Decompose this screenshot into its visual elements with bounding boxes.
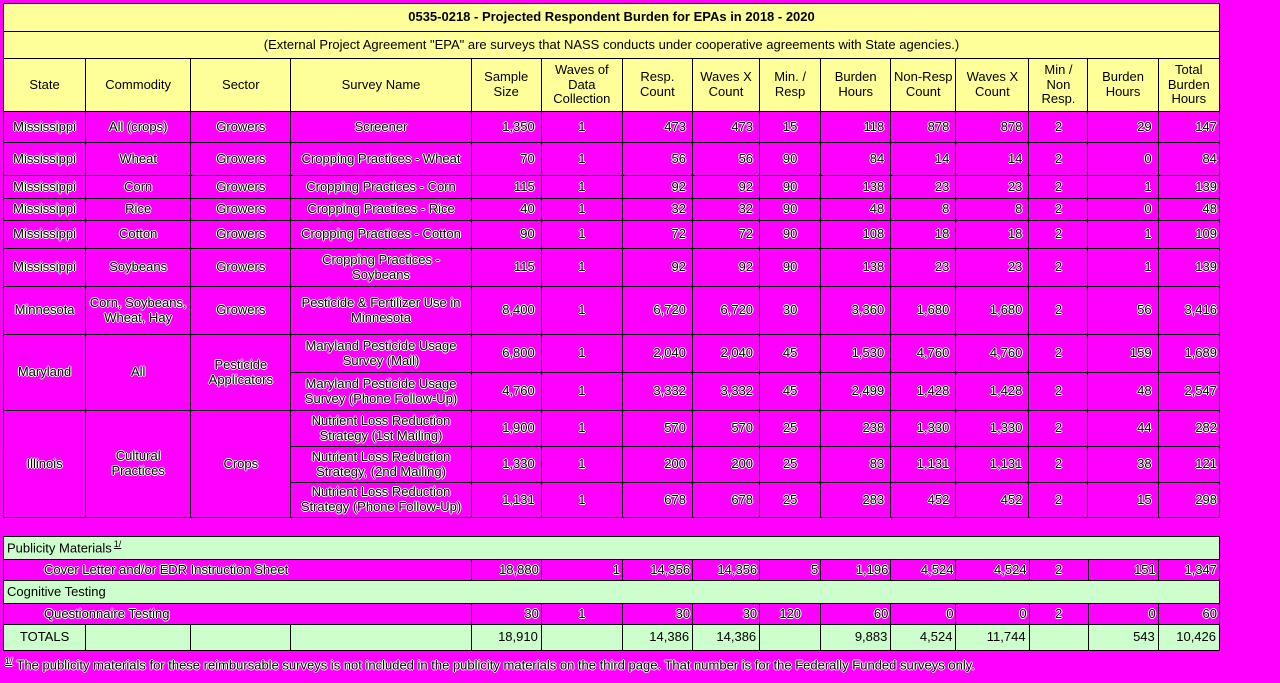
cell-value: 83 [821, 447, 891, 483]
cell-sector: Growers [191, 112, 291, 143]
publicity-materials-row [4, 537, 1220, 560]
cell-value: 543 [1088, 625, 1158, 651]
cell-value: 0 [956, 604, 1029, 625]
cell-sector: Growers [191, 143, 291, 176]
col-header-min-resp: Min. / Resp [760, 59, 821, 112]
cell-value: 14,386 [693, 625, 760, 651]
cell-value: 15 [760, 112, 821, 143]
cell-value: 1,347 [1158, 560, 1219, 581]
publicity-materials-label: Publicity Materials [7, 540, 112, 556]
cell-commodity: Cultural Practices [86, 411, 191, 518]
cell-value: 2 [1029, 604, 1088, 625]
cell-value: 48 [1088, 373, 1158, 411]
cell-value: 3,416 [1158, 287, 1219, 335]
cell-state: Mississippi [4, 221, 86, 249]
cell-value: 2 [1029, 221, 1088, 249]
cell-state: Mississippi [4, 143, 86, 176]
cell-value: 48 [1158, 199, 1219, 221]
cell-value: 23 [891, 176, 956, 199]
cell-value: 1,530 [821, 335, 891, 373]
cell-value: 30 [760, 287, 821, 335]
cell-survey-name: Screener [291, 112, 471, 143]
cell-value: 1 [541, 560, 622, 581]
cell-commodity: Soybeans [86, 249, 191, 287]
cell-value: 15 [1088, 483, 1158, 518]
cell-value: 38 [1088, 447, 1158, 483]
cell-commodity: All (crops) [86, 112, 191, 143]
table-row [4, 112, 1220, 143]
cell-survey-name: Cropping Practices - Rice [291, 199, 471, 221]
cell-sector: Pesticide Applicators [191, 335, 291, 411]
cell-value: 32 [622, 199, 692, 221]
cell-value: 1,330 [891, 411, 956, 447]
cell-value: 5 [760, 560, 821, 581]
cell-value: 23 [956, 249, 1029, 287]
cell-empty [191, 625, 291, 651]
cell-value: 138 [821, 176, 891, 199]
totals-label: TOTALS [4, 625, 86, 651]
cell-survey-name: Maryland Pesticide Usage Survey (Mail) [291, 335, 471, 373]
col-header-nonresp-count: Non-Resp Count [891, 59, 956, 112]
cell-value: 452 [956, 483, 1029, 518]
cell-value: 678 [622, 483, 692, 518]
cell-value: 72 [622, 221, 692, 249]
cell-value: 147 [1158, 112, 1219, 143]
page-title: 0535-0218 - Projected Respondent Burden for EPAs in 2018 - 2020 [4, 4, 1220, 32]
summary-table [3, 536, 1220, 651]
cell-value: 32 [692, 199, 759, 221]
cell-state: Mississippi [4, 249, 86, 287]
cell-commodity: All [86, 335, 191, 411]
cover-letter-row [4, 560, 1220, 581]
cell-sector: Crops [191, 411, 291, 518]
cell-value: 29 [1088, 112, 1158, 143]
cell-value: 2 [1029, 199, 1088, 221]
cell-value: 45 [760, 335, 821, 373]
cell-state: Minnesota [4, 287, 86, 335]
cell-value: 151 [1088, 560, 1158, 581]
cell-value: 0 [1088, 199, 1158, 221]
col-header-waves-x-count: Waves X Count [692, 59, 759, 112]
cell-value: 84 [821, 143, 891, 176]
cell-value: 139 [1158, 249, 1219, 287]
footnote-mark: 1/ [113, 539, 122, 550]
cell-value: 2 [1029, 411, 1088, 447]
cell-value: 14,386 [622, 625, 692, 651]
questionnaire-testing-label: Questionnaire Testing [4, 604, 472, 625]
cell-value: 45 [760, 373, 821, 411]
cell-value: 92 [692, 249, 759, 287]
cell-value: 473 [692, 112, 759, 143]
cell-value: 1 [1088, 221, 1158, 249]
cell-empty [1029, 625, 1088, 651]
cell-value: 25 [760, 447, 821, 483]
cell-value: 8 [891, 199, 956, 221]
cell-value: 18 [956, 221, 1029, 249]
cell-value: 1 [541, 143, 622, 176]
cell-value: 72 [692, 221, 759, 249]
subtitle-row [4, 32, 1220, 59]
cell-value: 121 [1158, 447, 1219, 483]
cell-value: 200 [622, 447, 692, 483]
cell-value: 878 [956, 112, 1029, 143]
footnote-mark: 1/ [5, 656, 13, 666]
cell-value: 283 [821, 483, 891, 518]
cell-value: 84 [1158, 143, 1219, 176]
title-row [4, 4, 1220, 32]
cell-value: 115 [471, 249, 541, 287]
col-header-burden-hours: Burden Hours [821, 59, 891, 112]
cell-value: 92 [692, 176, 759, 199]
cell-value: 159 [1088, 335, 1158, 373]
cell-value: 118 [821, 112, 891, 143]
cell-value: 2,547 [1158, 373, 1219, 411]
cell-survey-name: Nutrient Loss Reduction Strategy, (2nd Mailing) [291, 447, 471, 483]
cell-value: 4,524 [956, 560, 1029, 581]
table-row [4, 176, 1220, 199]
cell-value: 1 [541, 287, 622, 335]
cell-value: 3,332 [622, 373, 692, 411]
cell-value: 90 [471, 221, 541, 249]
cell-value: 1,330 [956, 411, 1029, 447]
col-header-sample-size: Sample Size [471, 59, 541, 112]
cell-value: 282 [1158, 411, 1219, 447]
cell-value: 2 [1029, 560, 1088, 581]
cell-value: 1,428 [891, 373, 956, 411]
cell-value: 1 [541, 411, 622, 447]
cell-value: 1,330 [471, 447, 541, 483]
cell-value: 200 [692, 447, 759, 483]
cell-value: 1 [541, 199, 622, 221]
cell-sector: Growers [191, 199, 291, 221]
cell-value: 4,524 [891, 560, 956, 581]
cell-value: 120 [760, 604, 821, 625]
cell-value: 570 [622, 411, 692, 447]
cell-commodity: Rice [86, 199, 191, 221]
col-header-state: State [4, 59, 86, 112]
cell-value: 18,910 [471, 625, 541, 651]
cell-value: 11,744 [956, 625, 1029, 651]
col-header-survey-name: Survey Name [291, 59, 471, 112]
cell-value: 1,428 [956, 373, 1029, 411]
cell-value: 14,356 [693, 560, 760, 581]
cell-value: 10,426 [1158, 625, 1219, 651]
cell-value: 70 [471, 143, 541, 176]
cell-value: 14 [956, 143, 1029, 176]
respondent-burden-table [3, 3, 1220, 518]
cell-empty [541, 625, 622, 651]
cell-value: 1,131 [956, 447, 1029, 483]
cell-survey-name: Cropping Practices - Wheat [291, 143, 471, 176]
cell-value: 1 [541, 112, 622, 143]
cell-value: 90 [760, 143, 821, 176]
cognitive-testing-row [4, 581, 1220, 604]
cell-value: 60 [821, 604, 891, 625]
cell-value: 678 [692, 483, 759, 518]
cell-value: 14,356 [622, 560, 692, 581]
col-header-sector: Sector [191, 59, 291, 112]
cell-value: 1 [1088, 176, 1158, 199]
cell-value: 452 [891, 483, 956, 518]
cell-value: 2,040 [622, 335, 692, 373]
cell-empty [760, 625, 821, 651]
cell-sector: Growers [191, 176, 291, 199]
cell-commodity: Wheat [86, 143, 191, 176]
cell-survey-name: Maryland Pesticide Usage Survey (Phone Follow-Up) [291, 373, 471, 411]
cell-value: 23 [956, 176, 1029, 199]
column-header-row [4, 59, 1220, 112]
cell-value: 1,900 [471, 411, 541, 447]
cell-value: 2 [1029, 176, 1088, 199]
cell-value: 23 [891, 249, 956, 287]
cell-value: 44 [1088, 411, 1158, 447]
cell-value: 2 [1029, 287, 1088, 335]
cell-value: 115 [471, 176, 541, 199]
cell-survey-name: Nutrient Loss Reduction Strategy (1st Mailing) [291, 411, 471, 447]
cell-value: 238 [821, 411, 891, 447]
cell-value: 1,680 [891, 287, 956, 335]
cell-value: 25 [760, 483, 821, 518]
cell-value: 0 [1088, 604, 1158, 625]
cell-sector: Growers [191, 287, 291, 335]
col-header-waves: Waves of Data Collection [541, 59, 622, 112]
cell-value: 90 [760, 221, 821, 249]
section-label [4, 537, 1220, 560]
cell-value: 1,131 [471, 483, 541, 518]
cell-value: 1 [541, 335, 622, 373]
cell-value: 56 [622, 143, 692, 176]
cell-value: 2,499 [821, 373, 891, 411]
col-header-commodity: Commodity [86, 59, 191, 112]
cell-value: 1,689 [1158, 335, 1219, 373]
cell-value: 90 [760, 176, 821, 199]
cell-value: 18 [891, 221, 956, 249]
cell-value: 90 [760, 199, 821, 221]
cell-state: Mississippi [4, 199, 86, 221]
cell-value: 1 [541, 604, 622, 625]
cell-value: 0 [891, 604, 956, 625]
cell-sector: Growers [191, 249, 291, 287]
cell-value: 48 [821, 199, 891, 221]
footnote-text: The publicity materials for these reimbursable surveys is not included in the publicity materials on the third page. That number is for the Federally Funded surveys only. [16, 657, 975, 673]
col-header-waves-x-count-2: Waves X Count [956, 59, 1029, 112]
cell-state: Mississippi [4, 176, 86, 199]
col-header-resp-count: Resp. Count [622, 59, 692, 112]
cell-survey-name: Nutrient Loss Reduction Strategy (Phone Follow-Up) [291, 483, 471, 518]
cell-value: 18,880 [471, 560, 541, 581]
cell-value: 4,760 [471, 373, 541, 411]
cell-value: 109 [1158, 221, 1219, 249]
cell-survey-name: Cropping Practices - Soybeans [291, 249, 471, 287]
cell-value: 2 [1029, 373, 1088, 411]
cell-value: 30 [471, 604, 541, 625]
table-row [4, 335, 1220, 373]
cell-value: 1,350 [471, 112, 541, 143]
cell-value: 92 [622, 249, 692, 287]
questionnaire-testing-row [4, 604, 1220, 625]
cell-value: 30 [622, 604, 692, 625]
cell-value: 0 [1088, 143, 1158, 176]
cell-state: Mississippi [4, 112, 86, 143]
cell-value: 40 [471, 199, 541, 221]
cell-survey-name: Cropping Practices - Corn [291, 176, 471, 199]
cell-value: 2 [1029, 447, 1088, 483]
cell-value: 3,332 [692, 373, 759, 411]
cell-value: 878 [891, 112, 956, 143]
cell-value: 6,720 [692, 287, 759, 335]
cell-value: 25 [760, 411, 821, 447]
cell-value: 4,760 [891, 335, 956, 373]
cell-value: 56 [692, 143, 759, 176]
cell-value: 1 [541, 221, 622, 249]
cell-value: 6,800 [471, 335, 541, 373]
col-header-total-burden: Total Burden Hours [1158, 59, 1219, 112]
cell-state: Maryland [4, 335, 86, 411]
cell-value: 4,524 [891, 625, 956, 651]
cell-survey-name: Cropping Practices - Cotton [291, 221, 471, 249]
cell-value: 1 [541, 176, 622, 199]
cell-commodity: Corn, Soybeans, Wheat, Hay [86, 287, 191, 335]
table-row [4, 199, 1220, 221]
col-header-burden-hours-2: Burden Hours [1088, 59, 1158, 112]
cell-value: 14 [891, 143, 956, 176]
cell-value: 2 [1029, 112, 1088, 143]
cell-value: 8,400 [471, 287, 541, 335]
cell-value: 2 [1029, 483, 1088, 518]
page-subtitle: (External Project Agreement "EPA" are surveys that NASS conducts under cooperative agreements with State agencies.) [4, 32, 1220, 59]
cell-survey-name: Pesticide & Fertilizer Use in Minnesota [291, 287, 471, 335]
cell-value: 60 [1158, 604, 1219, 625]
cell-value: 570 [692, 411, 759, 447]
cell-value: 1 [541, 373, 622, 411]
footnote [3, 656, 1280, 672]
table-row [4, 221, 1220, 249]
cell-empty [86, 625, 191, 651]
cover-letter-label: Cover Letter and/or EDR Instruction Sheet [4, 560, 472, 581]
cell-value: 1,131 [891, 447, 956, 483]
col-header-min-nonresp: Min / Non Resp. [1029, 59, 1088, 112]
cell-value: 108 [821, 221, 891, 249]
cell-commodity: Corn [86, 176, 191, 199]
cell-value: 56 [1088, 287, 1158, 335]
cognitive-testing-label: Cognitive Testing [4, 581, 1220, 604]
cell-value: 90 [760, 249, 821, 287]
cell-value: 2 [1029, 249, 1088, 287]
cell-value: 1 [541, 483, 622, 518]
cell-value: 8 [956, 199, 1029, 221]
table-row [4, 411, 1220, 447]
cell-value: 92 [622, 176, 692, 199]
cell-value: 1,680 [956, 287, 1029, 335]
cell-value: 6,720 [622, 287, 692, 335]
cell-value: 3,360 [821, 287, 891, 335]
cell-value: 2,040 [692, 335, 759, 373]
cell-value: 4,760 [956, 335, 1029, 373]
totals-row [4, 625, 1220, 651]
cell-value: 1 [541, 249, 622, 287]
cell-value: 1,196 [821, 560, 891, 581]
cell-value: 138 [821, 249, 891, 287]
cell-value: 30 [693, 604, 760, 625]
cell-value: 1 [1088, 249, 1158, 287]
table-row [4, 249, 1220, 287]
cell-value: 473 [622, 112, 692, 143]
cell-commodity: Cotton [86, 221, 191, 249]
cell-value: 9,883 [821, 625, 891, 651]
cell-value: 139 [1158, 176, 1219, 199]
cell-state: Illinois [4, 411, 86, 518]
table-row [4, 287, 1220, 335]
table-row [4, 143, 1220, 176]
cell-value: 2 [1029, 335, 1088, 373]
cell-value: 298 [1158, 483, 1219, 518]
cell-value: 2 [1029, 143, 1088, 176]
cell-empty [291, 625, 471, 651]
cell-sector: Growers [191, 221, 291, 249]
cell-value: 1 [541, 447, 622, 483]
